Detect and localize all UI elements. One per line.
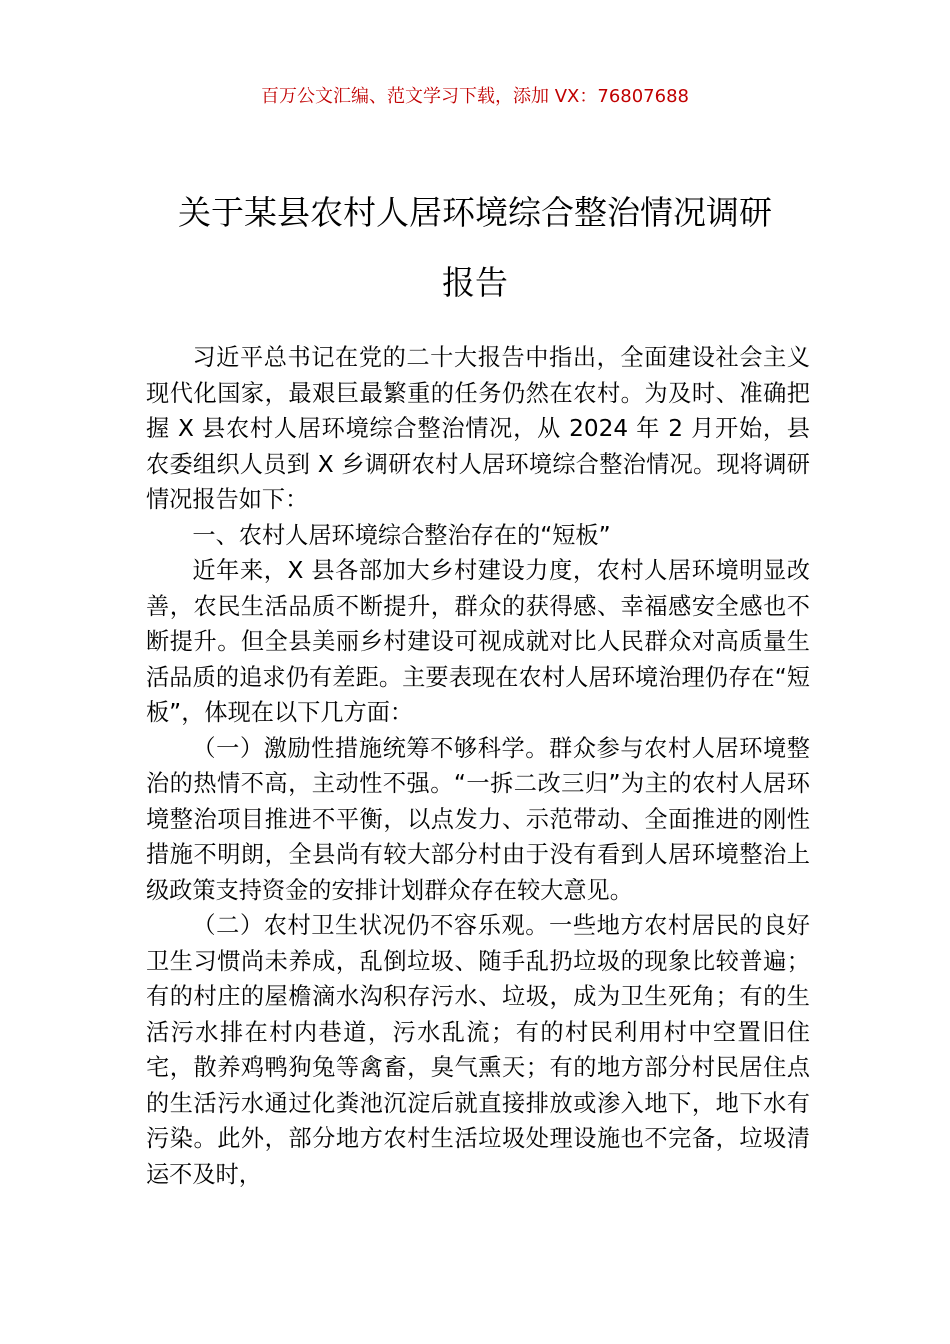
document-body [146,340,810,1192]
paragraph-point-1: （一）激励性措施统筹不够科学。群众参与农村人居环境整治的热情不高，主动性不强。“一拆二改三归”为主的农村人居环境整治项目推进不平衡，以点发力、示范带动、全面推进的刚性措施不明朗，全县尚有较大部分村由于没有看到人居环境整治上级政策支持资金的安排计划群众存在较大意见。 [146,734,810,904]
header-banner: 百万公文汇编、范文学习下载，添加 VX：76807688 [261,86,689,107]
title-line-1: 关于某县农村人居环境综合整治情况调研 [178,193,772,232]
paragraph-overview: 近年来，X 县各部加大乡村建设力度，农村人居环境明显改善，农民生活品质不断提升，群众的获得感、幸福感安全感也不断提升。但全县美丽乡村建设可视成就对比人民群众对高质量生活品质的追求仍有差距。主要表现在农村人居环境治理仍存在“短板”，体现在以下几方面： [146,557,810,726]
document-title [100,178,850,318]
section-heading: 一、农村人居环境综合整治存在的“短板” [192,521,611,549]
paragraph-point-2: （二）农村卫生状况仍不容乐观。一些地方农村居民的良好卫生习惯尚未养成，乱倒垃圾、随手乱扔垃圾的现象比较普遍；有的村庄的屋檐滴水沟积存污水、垃圾，成为卫生死角；有的生活污水排在村内巷道，污水乱流；有的村民利用村中空置旧住宅，散养鸡鸭狗兔等禽畜，臭气熏天；有的地方部分村民居住点的生活污水通过化粪池沉淀后就直接排放或渗入地下，地下水有污染。此外，部分地方农村生活垃圾处理设施也不完备，垃圾清运不及时， [146,912,810,1188]
paragraph-intro: 习近平总书记在党的二十大报告中指出，全面建设社会主义现代化国家，最艰巨最繁重的任务仍然在农村。为及时、准确把握 X 县农村人居环境综合整治情况，从 2024 年 2 月开始，县农委组织人员到 X 乡调研农村人居环境综合整治情况。现将调研情况报告如下： [146,344,810,513]
title-line-2: 报告 [442,263,508,302]
